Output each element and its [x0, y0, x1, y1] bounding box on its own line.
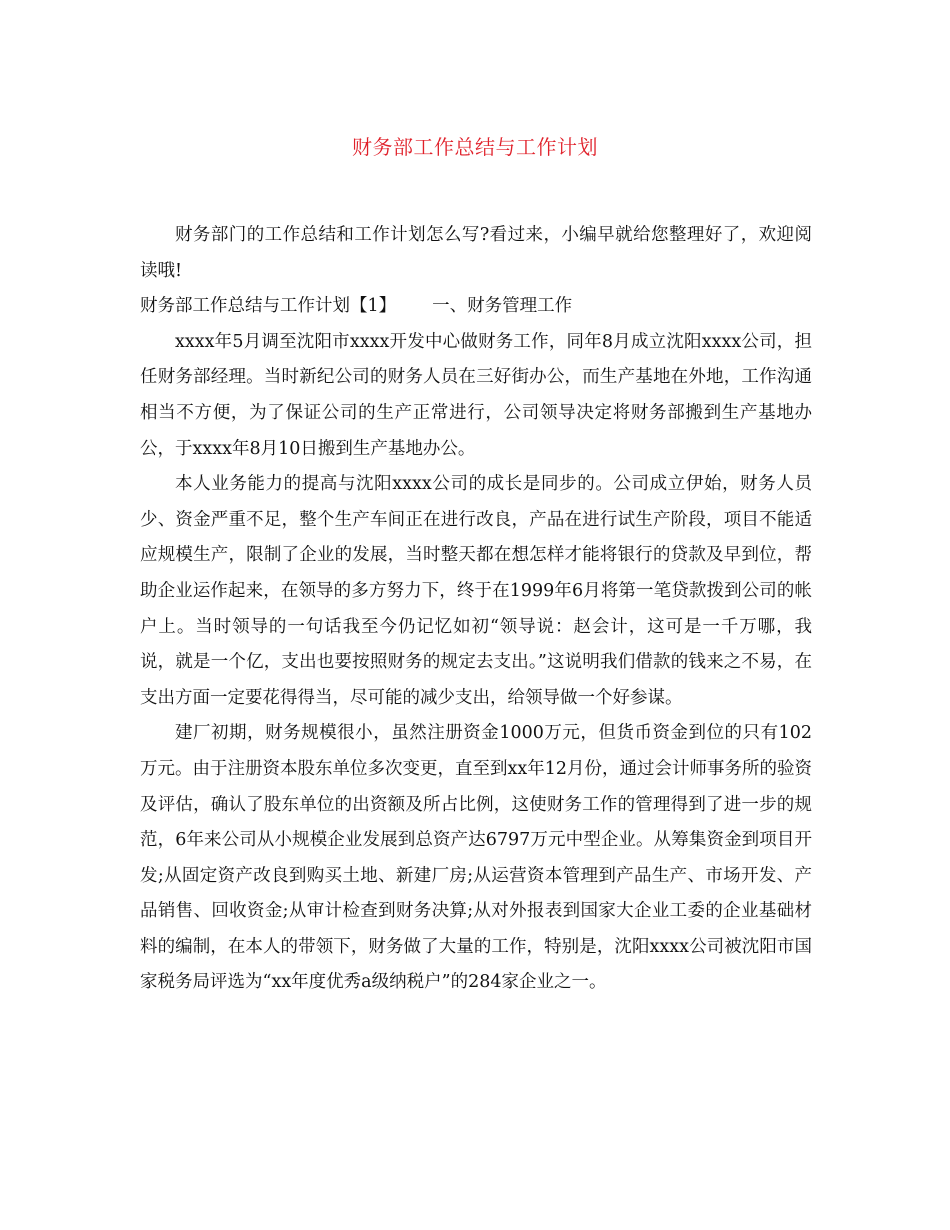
intro-paragraph: 财务部门的工作总结和工作计划怎么写?看过来，小编早就给您整理好了，欢迎阅读哦!	[140, 225, 812, 281]
section-heading: 财务部工作总结与工作计划【1】	[140, 296, 397, 317]
body-paragraph: 本人业务能力的提高与沈阳xxxx公司的成长是同步的。公司成立伊始，财务人员少、资金严重不足，整个生产车间正在进行改良，产品在进行试生产阶段，项目不能适应规模生产，限制了企业的发展，当时整天都在想怎样才能将银行的贷款及早到位，帮助企业运作起来，在领导的多方努力下，终于在1999年6月将第一笔贷款拨到公司的帐户上。当时领导的一句话我至今仍记忆如初“领导说：赵会计，这可是一千万哪，我说，就是一个亿，支出也要按照财务的规定去支出。”这说明我们借款的钱来之不易，在支出方面一定要花得得当，尽可能的减少支出，给领导做一个好参谋。	[140, 474, 812, 708]
section-heading-row	[140, 289, 812, 325]
body-paragraph: xxxx年5月调至沈阳市xxxx开发中心做财务工作，同年8月成立沈阳xxxx公司，担任财务部经理。当时新纪公司的财务人员在三好街办公，而生产基地在外地，工作沟通相当不方便，为了保证公司的生产正常进行，公司领导决定将财务部搬到生产基地办公，于xxxx年8月10日搬到生产基地办公。	[140, 331, 812, 459]
body-paragraph: 建厂初期，财务规模很小，虽然注册资金1000万元，但货币资金到位的只有102万元。由于注册资本股东单位多次变更，直至到xx年12月份，通过会计师事务所的验资及评估，确认了股东单位的出资额及所占比例，这使财务工作的管理得到了进一步的规范，6年来公司从小规模企业发展到总资产达6797万元中型企业。从筹集资金到项目开发;从固定资产改良到购买土地、新建厂房;从运营资本管理到产品生产、市场开发、产品销售、回收资金;从审计检查到财务决算;从对外报表到国家大企业工委的企业基础材料的编制，在本人的带领下，财务做了大量的工作，特别是，沈阳xxxx公司被沈阳市国家税务局评选为“xx年度优秀a级纳税户”的284家企业之一。	[140, 723, 813, 993]
document-title: 财务部工作总结与工作计划	[352, 135, 598, 159]
sub-heading: 一、财务管理工作	[432, 296, 573, 317]
document-body	[140, 218, 812, 1001]
